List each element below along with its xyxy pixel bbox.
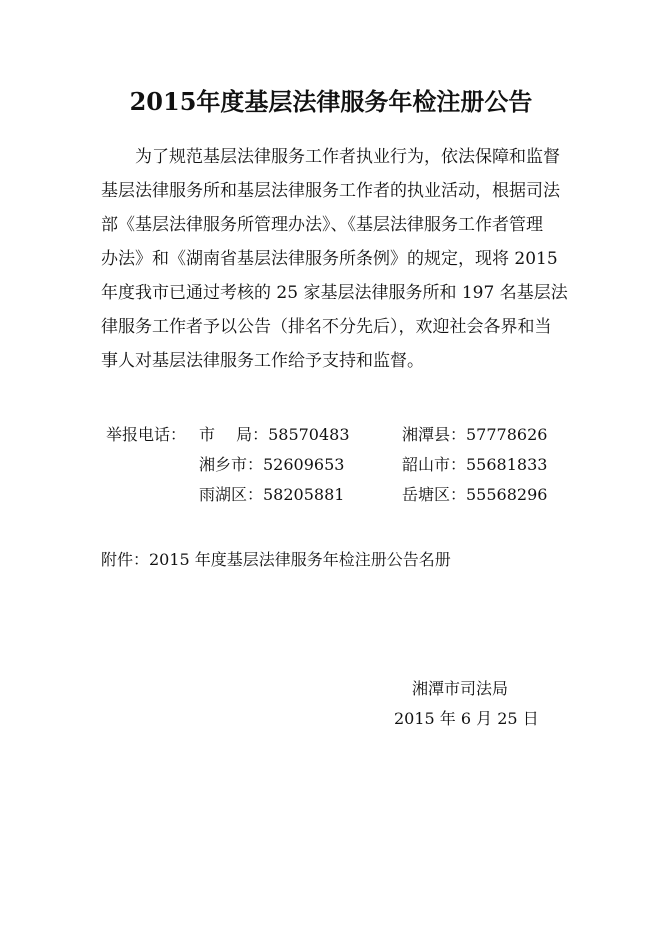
body-line: 部《基层法律服务所管理办法》、《基层法律服务工作者管理 [101,215,543,235]
body-line: 办法》和《湖南省基层法律服务所条例》的规定，现将 2015 [101,249,558,269]
phone-entry: 湘乡市：52609653 [199,455,345,474]
document-title: 2015年度基层法律服务年检注册公告 [129,87,533,116]
phone-entry: 韶山市：55681833 [402,455,548,474]
body-line: 为了规范基层法律服务工作者执业行为，依法保障和监督 [135,147,560,167]
attachment-note: 附件：2015 年度基层法律服务年检注册公告名册 [101,550,451,569]
body-line: 年度我市已通过考核的 25 家基层法律服务所和 197 名基层法 [101,283,568,303]
issuer-name: 湘潭市司法局 [412,679,509,698]
phone-label: 举报电话： [106,425,187,444]
body-line: 基层法律服务所和基层法律服务工作者的执业活动，根据司法 [101,181,560,201]
issue-date: 2015 年 6 月 25 日 [394,709,539,728]
body-paragraph [101,140,579,378]
body-line: 律服务工作者予以公告（排名不分先后），欢迎社会各界和当 [101,317,552,337]
phone-entry: 湘潭县：57778626 [402,425,548,444]
phone-entry: 岳塘区：55568296 [402,485,548,504]
phone-entry: 雨湖区：58205881 [199,485,345,504]
body-line: 事人对基层法律服务工作给予支持和监督。 [101,351,424,371]
phone-entry: 市 局：58570483 [199,425,350,444]
